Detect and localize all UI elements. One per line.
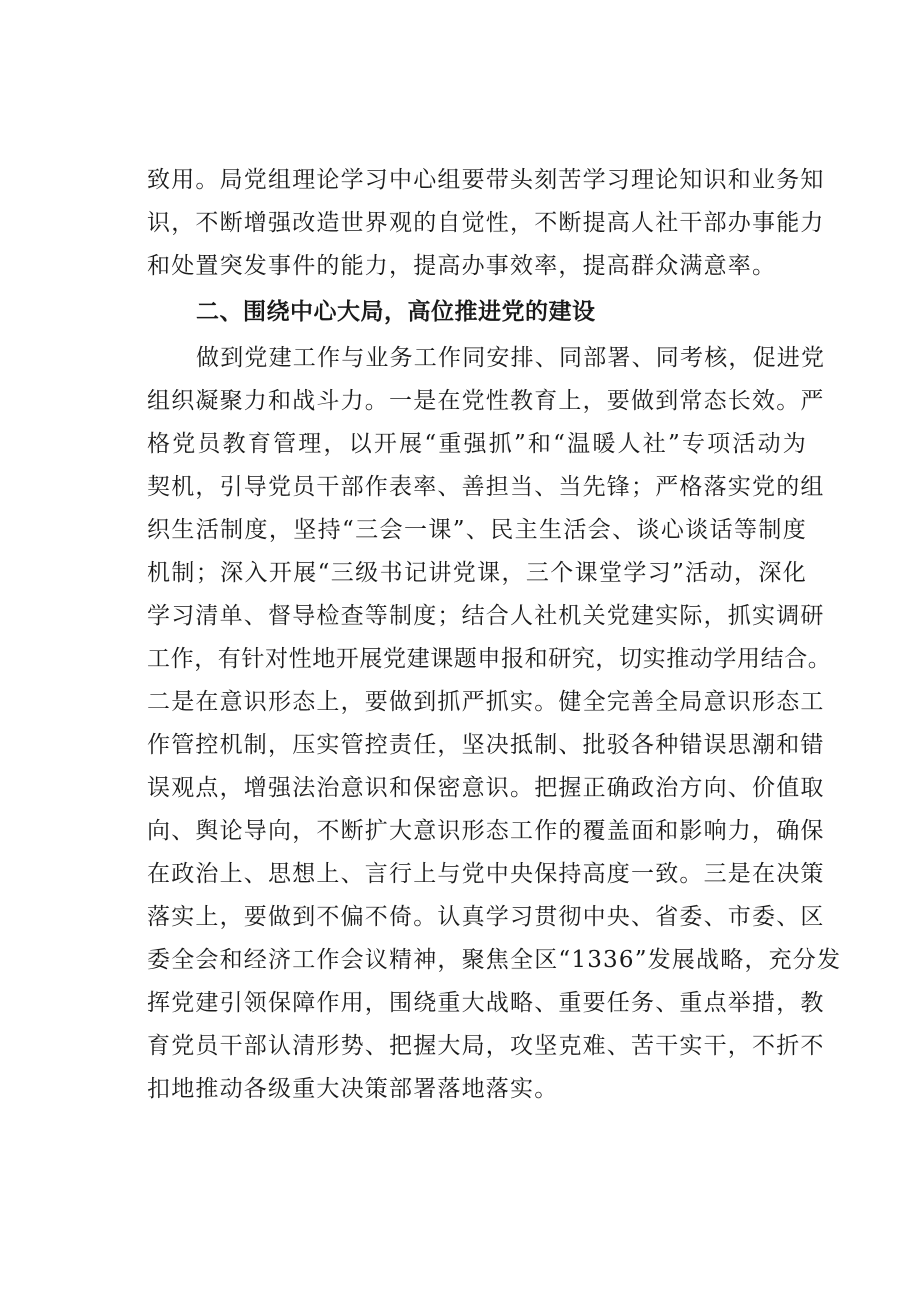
paragraph-line: 向、舆论导向，不断扩大意识形态工作的覆盖面和影响力，确保 (147, 818, 825, 844)
paragraph-line: 误观点，增强法治意识和保密意识。把握正确政治方向、价值取 (147, 775, 825, 801)
paragraph-line: 扣地推动各级重大决策部署落地落实。 (147, 1076, 559, 1102)
paragraph-line: 织生活制度，坚持“三会一课”、民主生活会、谈心谈话等制度 (147, 517, 807, 543)
paragraph-line: 致用。局党组理论学习中心组要带头刻苦学习理论知识和业务知 (147, 167, 825, 193)
paragraph-line: 和处置突发事件的能力，提高办事效率，提高群众满意率。 (147, 253, 777, 279)
paragraph-line: 机制；深入开展“三级书记讲党课，三个课堂学习”活动，深化 (147, 560, 807, 586)
paragraph-line: 契机，引导党员干部作表率、善担当、当先锋；严格落实党的组 (147, 474, 825, 500)
paragraph-line: 识，不断增强改造世界观的自觉性，不断提高人社干部办事能力 (147, 210, 825, 236)
paragraph-line: 落实上，要做到不偏不倚。认真学习贯彻中央、省委、市委、区 (147, 904, 825, 930)
paragraph-line: 挥党建引领保障作用，围绕重大战略、重要任务、重点举措，教 (147, 990, 825, 1016)
paragraph-line: 做到党建工作与业务工作同安排、同部署、同考核，促进党 (196, 345, 826, 371)
paragraph-line: 学习清单、督导检查等制度；结合人社机关党建实际，抓实调研 (147, 603, 825, 629)
paragraph-line: 委全会和经济工作会议精神，聚焦全区“1336”发展战略，充分发 (147, 947, 842, 973)
paragraph-line: 组织凝聚力和战斗力。一是在党性教育上，要做到常态长效。严 (147, 388, 825, 414)
paragraph-line: 二是在意识形态上，要做到抓严抓实。健全完善全局意识形态工 (147, 689, 825, 715)
paragraph-line: 育党员干部认清形势、把握大局，攻坚克难、苦干实干，不折不 (147, 1033, 825, 1059)
section-heading: 二、围绕中心大局，高位推进党的建设 (196, 299, 596, 325)
paragraph-line: 在政治上、思想上、言行上与党中央保持高度一致。三是在决策 (147, 861, 825, 887)
paragraph-line: 工作，有针对性地开展党建课题申报和研究，切实推动学用结合。 (147, 646, 832, 672)
paragraph-line: 作管控机制，压实管控责任，坚决抵制、批驳各种错误思潮和错 (147, 732, 825, 758)
paragraph-line: 格党员教育管理，以开展“重强抓”和“温暖人社”专项活动为 (147, 431, 807, 457)
